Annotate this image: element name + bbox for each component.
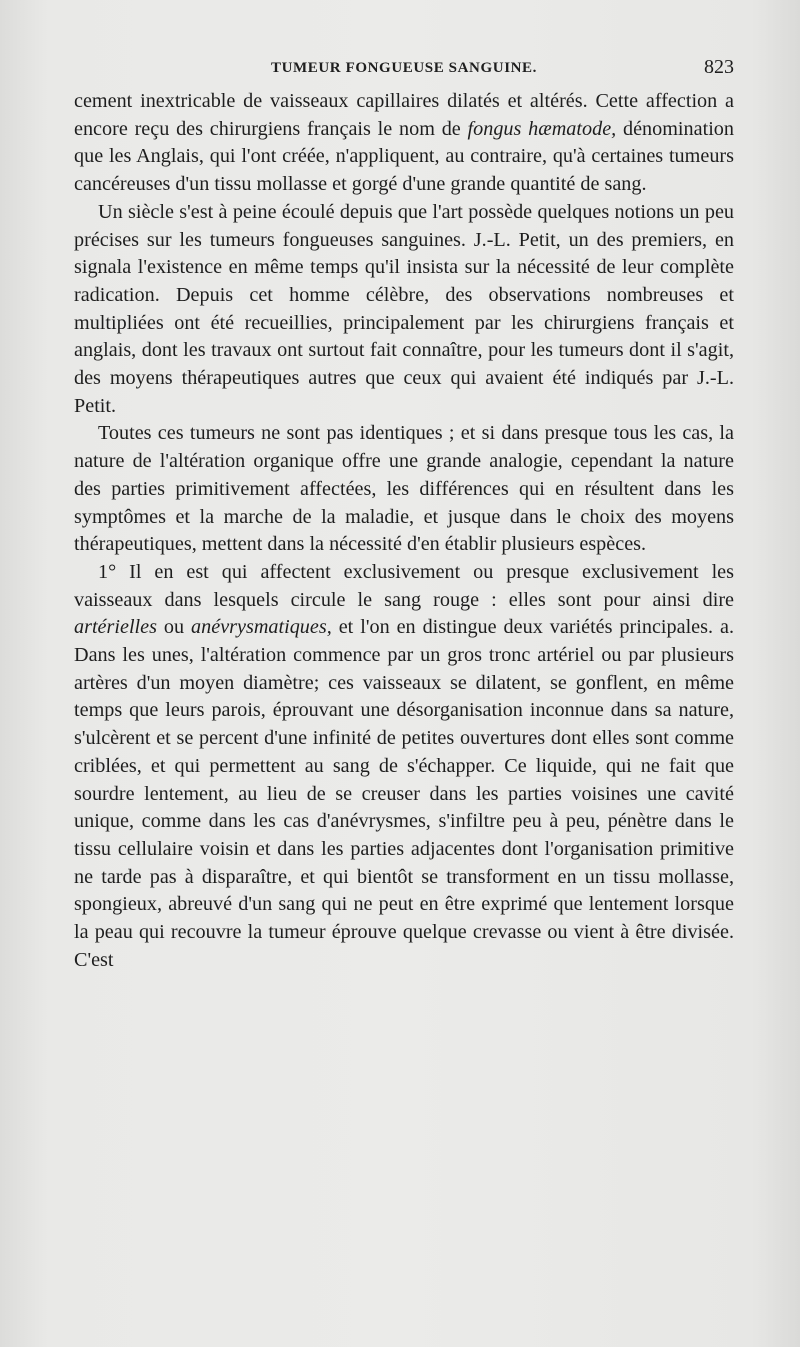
paragraph-3 (74, 420, 734, 559)
paragraph-1 (74, 88, 734, 199)
page-number: 823 (704, 56, 734, 78)
paragraph-4 (74, 559, 734, 975)
paragraph-4-text-start: 1° Il en est qui affectent exclusivement ou presque exclusivement les vaisseaux dans lesquels circule le sang rouge : elles sont pour ainsi dire (74, 560, 734, 611)
paragraph-2-text: Un siècle s'est à peine écoulé depuis que l'art possède quelques notions un peu précises sur les tumeurs fongueuses sanguines. J.-L. Petit, un des premiers, en signala l'existence en même temps qu'il insista sur la nécessité de leur complète radication. Depuis cet homme célèbre, des observations nombreuses et multipliées ont été recueillies, principalement par les chirurgiens français et anglais, dont les travaux ont surtout fait connaître, pour les tumeurs dont il s'agit, des moyens thérapeutiques autres que ceux qui avaient été indiqués par J.-L. Petit. (74, 200, 734, 417)
paragraph-1-text-end: dénomination que les Anglais, qui l'ont créée, n'appliquent, au contraire, qu'à certaines tumeurs cancéreuses d'un tissu mollasse et gorgé d'une grande quantité de sang. (74, 117, 734, 196)
paragraph-4-italic-term-1: artérielles (74, 616, 157, 639)
paragraph-1-italic-term: fongus hæmatode, (467, 117, 617, 140)
running-title: TUMEUR FONGUEUSE SANGUINE. (270, 60, 538, 76)
paragraph-4-text-end: et l'on en distingue deux variétés principales. a. Dans les unes, l'altération commence par un gros tronc artériel ou par plusieurs artères d'un moyen diamètre; ces vaisseaux se dilatent, se gonflent, en même temps que leurs parois, éprouvant une désorganisation inconnue dans sa nature, s'ulcèrent et se percent d'une infinité de petites ouvertures dont elles sont comme criblées, et qui permettent au sang de s'échapper. Ce liquide, qui ne fait que sourdre lentement, au lieu de se creuser dans les parties voisines une cavité unique, comme dans les cas d'anévrysmes, s'infiltre peu à peu, pénètre dans le tissu cellulaire voisin et dans les parties adjacentes dont l'organisation primitive ne tarde pas à disparaître, et qui bientôt se transforment en un tissu mollasse, spongieux, abreuvé d'un sang qui ne peut en être exprimé que lentement lorsque la peau qui recouvre la tumeur éprouve quelque crevasse ou vient à être divisée. C'est (74, 616, 734, 971)
paragraph-1-text-start: cement inextricable de vaisseaux capillaires dilatés et altérés. Cette affection a encore reçu des chirurgiens français le nom de (74, 90, 734, 140)
body-text (74, 88, 734, 975)
paragraph-2 (74, 199, 734, 421)
paragraph-4-text-middle: ou (156, 616, 192, 639)
paragraph-4-italic-term-2: anévrysmatiques, (191, 616, 332, 639)
paragraph-3-text: Toutes ces tumeurs ne sont pas identiques ; et si dans presque tous les cas, la nature de l'altération organique offre une grande analogie, cependant la nature des parties primitivement affectées, les différences qui en résultent dans les symptômes et la marche de la maladie, et jusque dans le choix des moyens thérapeutiques, mettent dans la nécessité d'en établir plusieurs espèces. (74, 422, 734, 556)
running-header (74, 56, 734, 84)
